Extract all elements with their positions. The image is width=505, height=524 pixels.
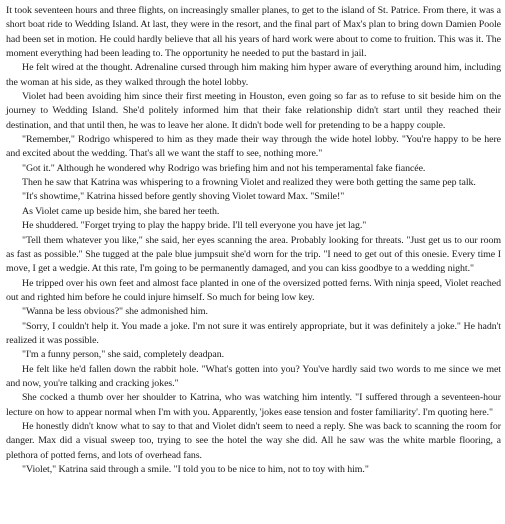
- paragraph: Then he saw that Katrina was whispering to a frowning Violet and realized they were both getting the same pep talk.: [22, 177, 476, 189]
- paragraph: "Tell them whatever you like," she said, her eyes scanning the area. Probably looking for threats. "Just get us to our room as fast as possible." She tugged at the pale blue jumpsuit she'd worn for the trip. "I need to get out of this onesie. Every time I move, I get a wedgie. At this rate, I'm going to be permanently damaged, and you can kiss goodbye to a wedding night.": [6, 234, 501, 275]
- paragraph: He felt wired at the thought. Adrenaline cursed through him making him hyper aware of everything around him, including the woman at his side, as they walked through the hotel lobby.: [6, 62, 501, 88]
- paragraph: Violet had been avoiding him since their first meeting in Houston, even going so far as to refuse to sit beside him on the journey to Wedding Island. She'd politely informed him that their fake relationship didn't start until they reached their destination, and that until then, he was to leave her alone. It didn't bode well for pretending to be a happy couple.: [6, 91, 501, 131]
- paragraph: "Violet," Katrina said through a smile. "I told you to be nice to him, not to toy with him.": [22, 464, 369, 475]
- paragraph: "Wanna be less obvious?" she admonished him.: [22, 306, 208, 318]
- paragraph: He felt like he'd fallen down the rabbit hole. "What's gotten into you? You've hardly said two words to me since we met and now, you're talking and cracking jokes.": [6, 363, 501, 389]
- paragraph: As Violet came up beside him, she bared her teeth.: [22, 205, 220, 217]
- paragraph: He tripped over his own feet and almost face planted in one of the oversized potted ferns. With ninja speed, Violet reached out and righted him before he could injure himself. So much for being low key.: [6, 277, 501, 303]
- paragraph: He shuddered. "Forget trying to play the happy bride. I'll tell everyone you have jet lag.": [22, 220, 367, 232]
- paragraph: "Sorry, I couldn't help it. You made a joke. I'm not sure it was entirely appropriate, but it was definitely a joke." He hadn't realized it was possible.: [6, 320, 501, 346]
- paragraph: It took seventeen hours and three flights, on increasingly smaller planes, to get to the island of St. Patrice. From there, it was a short boat ride to Wedding Island. At last, they were in the resort, and the final part of Max's plan to bring down Damien Poole had been set in motion. He could hardly believe that all his years of hard work were about to come to fruition. This was it. The moment everything had been leading to. The opportunity he needed to put the bastard in jail.: [6, 5, 501, 60]
- paragraph: "Remember," Rodrigo whispered to him as they made their way through the wide hotel lobby. "You're happy to be here and excited about the wedding. That's all we want the staff to see, nothing more.": [6, 134, 501, 160]
- paragraph: "I'm a funny person," she said, completely deadpan.: [22, 349, 225, 361]
- paragraph: "Got it." Although he wondered why Rodrigo was briefing him and not his temperamental fake fiancée.: [22, 162, 426, 174]
- paragraph: She cocked a thumb over her shoulder to Katrina, who was watching him intently. "I suffered through a seventeen-hour lecture on how to appear normal when I'm with you. Apparently, 'jokes ease tension and foster familiarity'. I'm quoting here.": [6, 392, 501, 418]
- paragraph: He honestly didn't know what to say to that and Violet didn't seem to need a reply. She was back to scanning the room for danger. Max did a visual sweep too, trying to see the hotel the way she did. All he saw was the white marble flooring, a plethora of potted ferns, and lots of overhead fans.: [6, 420, 501, 461]
- paragraph: "It's showtime," Katrina hissed before gently shoving Violet toward Max. "Smile!": [22, 191, 345, 203]
